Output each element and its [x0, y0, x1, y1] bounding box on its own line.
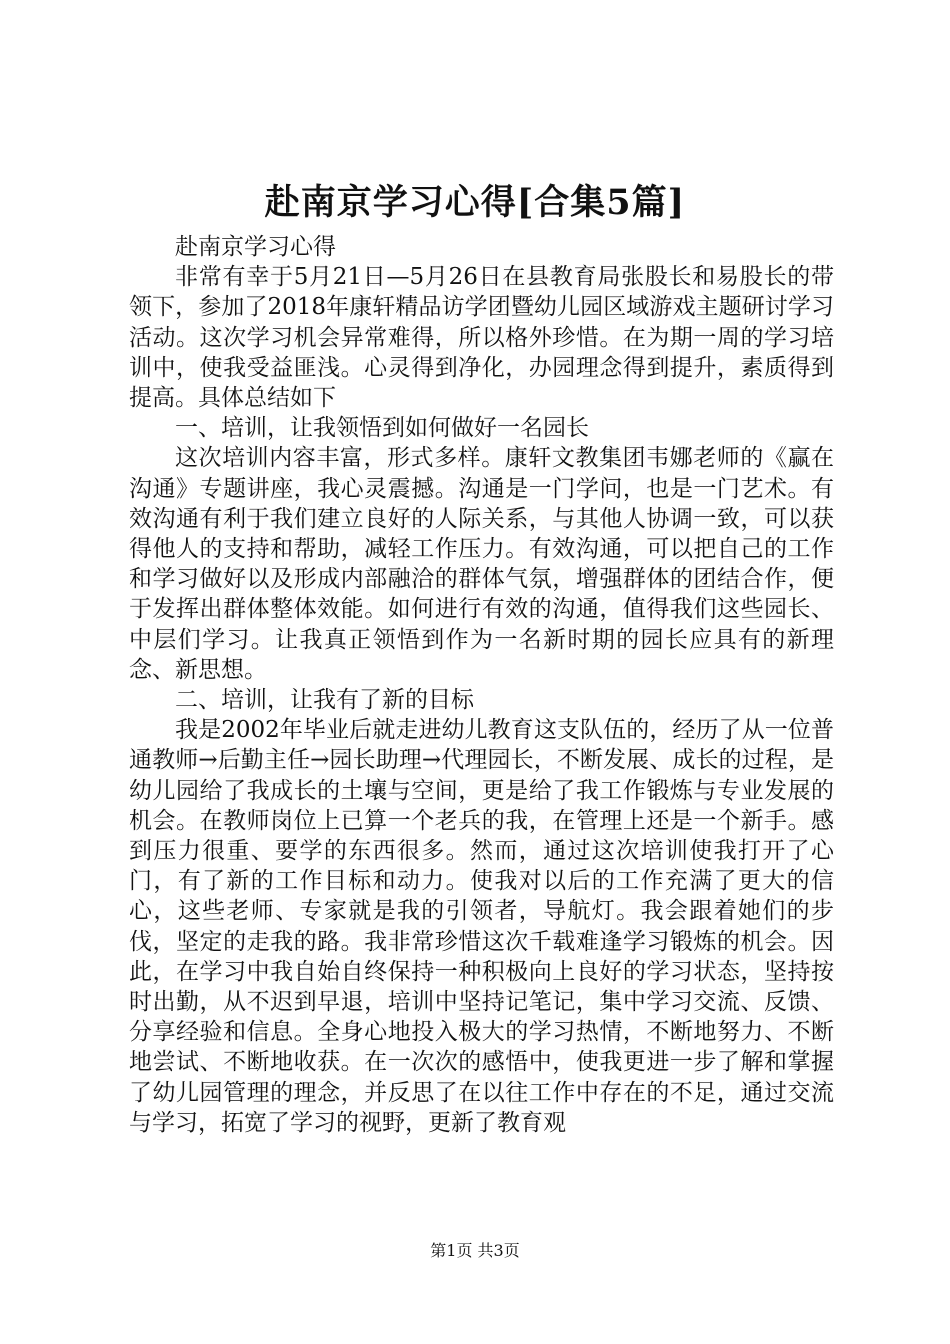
document-body	[129, 232, 834, 1138]
body-paragraph-2: 我是2002年毕业后就走进幼儿教育这支队伍的，经历了从一位普通教师→后勤主任→园长助理→代理园长，不断发展、成长的过程，是幼儿园给了我成长的土壤与空间，更是给了我工作锻炼与专业发展的机会。在教师岗位上已算一个老兵的我，在管理上还是一个新手。感到压力很重、要学的东西很多。然而，通过这次培训使我打开了心门，有了新的工作目标和动力。使我对以后的工作充满了更大的信心，这些老师、专家就是我的引领者，导航灯。我会跟着她们的步伐，坚定的走我的路。我非常珍惜这次千载难逢学习锻炼的机会。因此，在学习中我自始自终保持一种积极向上良好的学习状态，坚持按时出勤，从不迟到早退，培训中坚持记笔记，集中学习交流、反馈、分享经验和信息。全身心地投入极大的学习热情，不断地努力、不断地尝试、不断地收获。在一次次的感悟中，使我更进一步了解和掌握了幼儿园管理的理念，并反思了在以往工作中存在的不足，通过交流与学习，拓宽了学习的视野，更新了教育观	[129, 717, 834, 1136]
subtitle-paragraph: 赴南京学习心得	[175, 234, 336, 260]
page-number-footer: 第1页 共3页	[430, 1241, 520, 1260]
section-heading-2: 二、培训，让我有了新的目标	[175, 687, 474, 714]
body-paragraph-1: 这次培训内容丰富，形式多样。康轩文教集团韦娜老师的《赢在沟通》专题讲座，我心灵震撼。沟通是一门学问，也是一门艺术。有效沟通有利于我们建立良好的人际关系，与其他人协调一致，可以获得他人的支持和帮助，减轻工作压力。有效沟通，可以把自己的工作和学习做好以及形成内部融洽的群体气氛，增强群体的团结合作，便于发挥出群体整体效能。如何进行有效的沟通，值得我们这些园长、中层们学习。让我真正领悟到作为一名新时期的园长应具有的新理念、新思想。	[129, 445, 834, 683]
document-title: 赴南京学习心得[合集5篇]	[264, 182, 686, 223]
intro-paragraph: 非常有幸于5月21日—5月26日在县教育局张股长和易股长的带领下，参加了2018年康轩精品访学团暨幼儿园区域游戏主题研讨学习活动。这次学习机会异常难得，所以格外珍惜。在为期一周的学习培训中，使我受益匪浅。心灵得到净化，办园理念得到提升，素质得到提高。具体总结如下	[129, 264, 834, 412]
section-heading-1: 一、培训，让我领悟到如何做好一名园长	[175, 415, 589, 442]
